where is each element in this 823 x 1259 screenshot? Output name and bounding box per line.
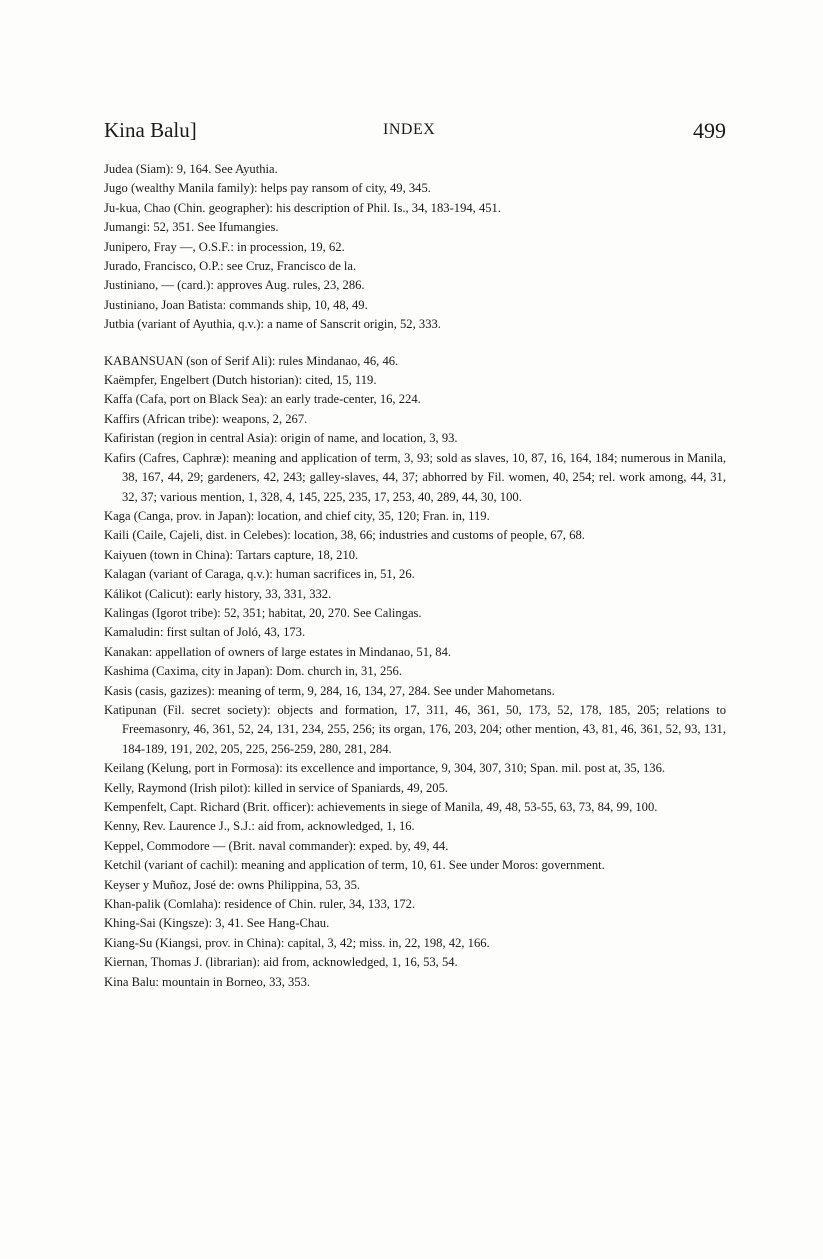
index-entry: Justiniano, Joan Batista: commands ship, 10, 48, 49. xyxy=(104,297,368,312)
index-entry: Justiniano, — (card.): approves Aug. rules, 23, 286. xyxy=(104,278,365,293)
index-entry: Keilang (Kelung, port in Formosa): its excellence and importance, 9, 304, 307, 310; Span. mil. post at, 35, 136. xyxy=(104,761,666,776)
index-entry: Kina Balu: mountain in Borneo, 33, 353. xyxy=(104,974,311,989)
index-entry: Kenny, Rev. Laurence J., S.J.: aid from, acknowledged, 1, 16. xyxy=(104,819,415,834)
header-section-title: Kina Balu] xyxy=(104,118,197,142)
index-entry: Kiernan, Thomas J. (librarian): aid from, acknowledged, 1, 16, 53, 54. xyxy=(104,955,458,970)
running-header xyxy=(104,118,726,148)
index-entry: Ketchil (variant of cachil): meaning and application of term, 10, 61. See under Moros: government. xyxy=(104,858,605,873)
index-entry: Jugo (wealthy Manila family): helps pay ransom of city, 49, 345. xyxy=(104,181,431,196)
index-entry: Jumangi: 52, 351. See Ifumangies. xyxy=(104,220,279,235)
index-entry: Kaëmpfer, Engelbert (Dutch historian): cited, 15, 119. xyxy=(104,373,377,388)
index-entry: Kashima (Caxima, city in Japan): Dom. church in, 31, 256. xyxy=(104,664,402,679)
index-entry: Junipero, Fray —, O.S.F.: in procession, 19, 62. xyxy=(104,239,345,254)
index-entry: Judea (Siam): 9, 164. See Ayuthia. xyxy=(104,162,278,176)
index-entry: Kanakan: appellation of owners of large estates in Mindanao, 51, 84. xyxy=(104,644,452,659)
section-gap xyxy=(104,335,726,352)
index-entry: Kaffirs (African tribe): weapons, 2, 267. xyxy=(104,411,308,426)
index-entry: Kafirs (Cafres, Caphræ): meaning and application of term, 3, 93; sold as slaves, 10, 87, 16, 164, 184; numerous in Manila, 38, 167, 44, 29; gardeners, 42, 243; galley-slaves, 44, 37; abhorred by Fil. women, 40, 254; rel. work among, 44, 31, 32, 37; various mention, 1, 328, 4, 145, 225, 235, 17, 253, 40, 289, 44, 30, 100. xyxy=(104,450,726,504)
index-entry: Keyser y Muñoz, José de: owns Philippina, 53, 35. xyxy=(104,877,361,892)
header-index-title: INDEX xyxy=(383,121,436,138)
index-entry: Jutbia (variant of Ayuthia, q.v.): a name of Sanscrit origin, 52, 333. xyxy=(104,317,441,332)
index-entry: Kamaludin: first sultan of Joló, 43, 173. xyxy=(104,625,306,640)
index-section-k xyxy=(104,352,726,992)
page-number: 499 xyxy=(693,118,726,143)
index-entry: Kalagan (variant of Caraga, q.v.): human sacrifices in, 51, 26. xyxy=(104,567,415,582)
index-entry: Katipunan (Fil. secret society): objects and formation, 17, 311, 46, 361, 50, 173, 52, 178, 185, 205; relations to Freemasonry, 46, 361, 52, 24, 131, 234, 255, 256; its organ, 176, 203, 204; other mention, 43, 81, 46, 361, 52, 93, 131, 184-189, 191, 202, 205, 225, 256-259, 280, 281, 284. xyxy=(104,702,726,756)
index-entry: Kelly, Raymond (Irish pilot): killed in service of Spaniards, 49, 205. xyxy=(104,780,449,795)
index-entry: Kaga (Canga, prov. in Japan): location, and chief city, 35, 120; Fran. in, 119. xyxy=(104,508,490,523)
index-entry: Jurado, Francisco, O.P.: see Cruz, Francisco de la. xyxy=(104,259,357,274)
index-entry: Kasis (casis, gazizes): meaning of term, 9, 284, 16, 134, 27, 284. See under Mahometans. xyxy=(104,683,555,698)
index-page xyxy=(104,118,726,992)
index-entry: Kalingas (Igorot tribe): 52, 351; habitat, 20, 270. See Calingas. xyxy=(104,605,422,620)
index-entries xyxy=(104,160,726,992)
index-entry: Khing-Sai (Kingsze): 3, 41. See Hang-Chau. xyxy=(104,916,330,931)
index-section-j xyxy=(104,160,726,335)
index-entry: Kaiyuen (town in China): Tartars capture, 18, 210. xyxy=(104,547,359,562)
index-entry: Khan-palik (Comlaha): residence of Chin. ruler, 34, 133, 172. xyxy=(104,897,416,912)
index-entry: Kaili (Caile, Cajeli, dist. in Celebes): location, 38, 66; industries and customs of people, 67, 68. xyxy=(104,528,585,543)
index-entry: Kaffa (Cafa, port on Black Sea): an early trade-center, 16, 224. xyxy=(104,392,421,407)
index-entry: Ju-kua, Chao (Chin. geographer): his description of Phil. Is., 34, 183-194, 451. xyxy=(104,200,501,215)
index-entry: Kafiristan (region in central Asia): origin of name, and location, 3, 93. xyxy=(104,431,458,446)
index-entry: Keppel, Commodore — (Brit. naval commander): exped. by, 49, 44. xyxy=(104,838,449,853)
index-entry: Kempenfelt, Capt. Richard (Brit. officer): achievements in siege of Manila, 49, 48, 53-55, 63, 73, 84, 99, 100. xyxy=(104,800,658,814)
index-entry: KABANSUAN (son of Serif Ali): rules Mindanao, 46, 46. xyxy=(104,353,399,368)
index-entry: Kiang-Su (Kiangsi, prov. in China): capital, 3, 42; miss. in, 22, 198, 42, 166. xyxy=(104,935,490,950)
index-entry: Kálikot (Calicut): early history, 33, 331, 332. xyxy=(104,586,332,601)
